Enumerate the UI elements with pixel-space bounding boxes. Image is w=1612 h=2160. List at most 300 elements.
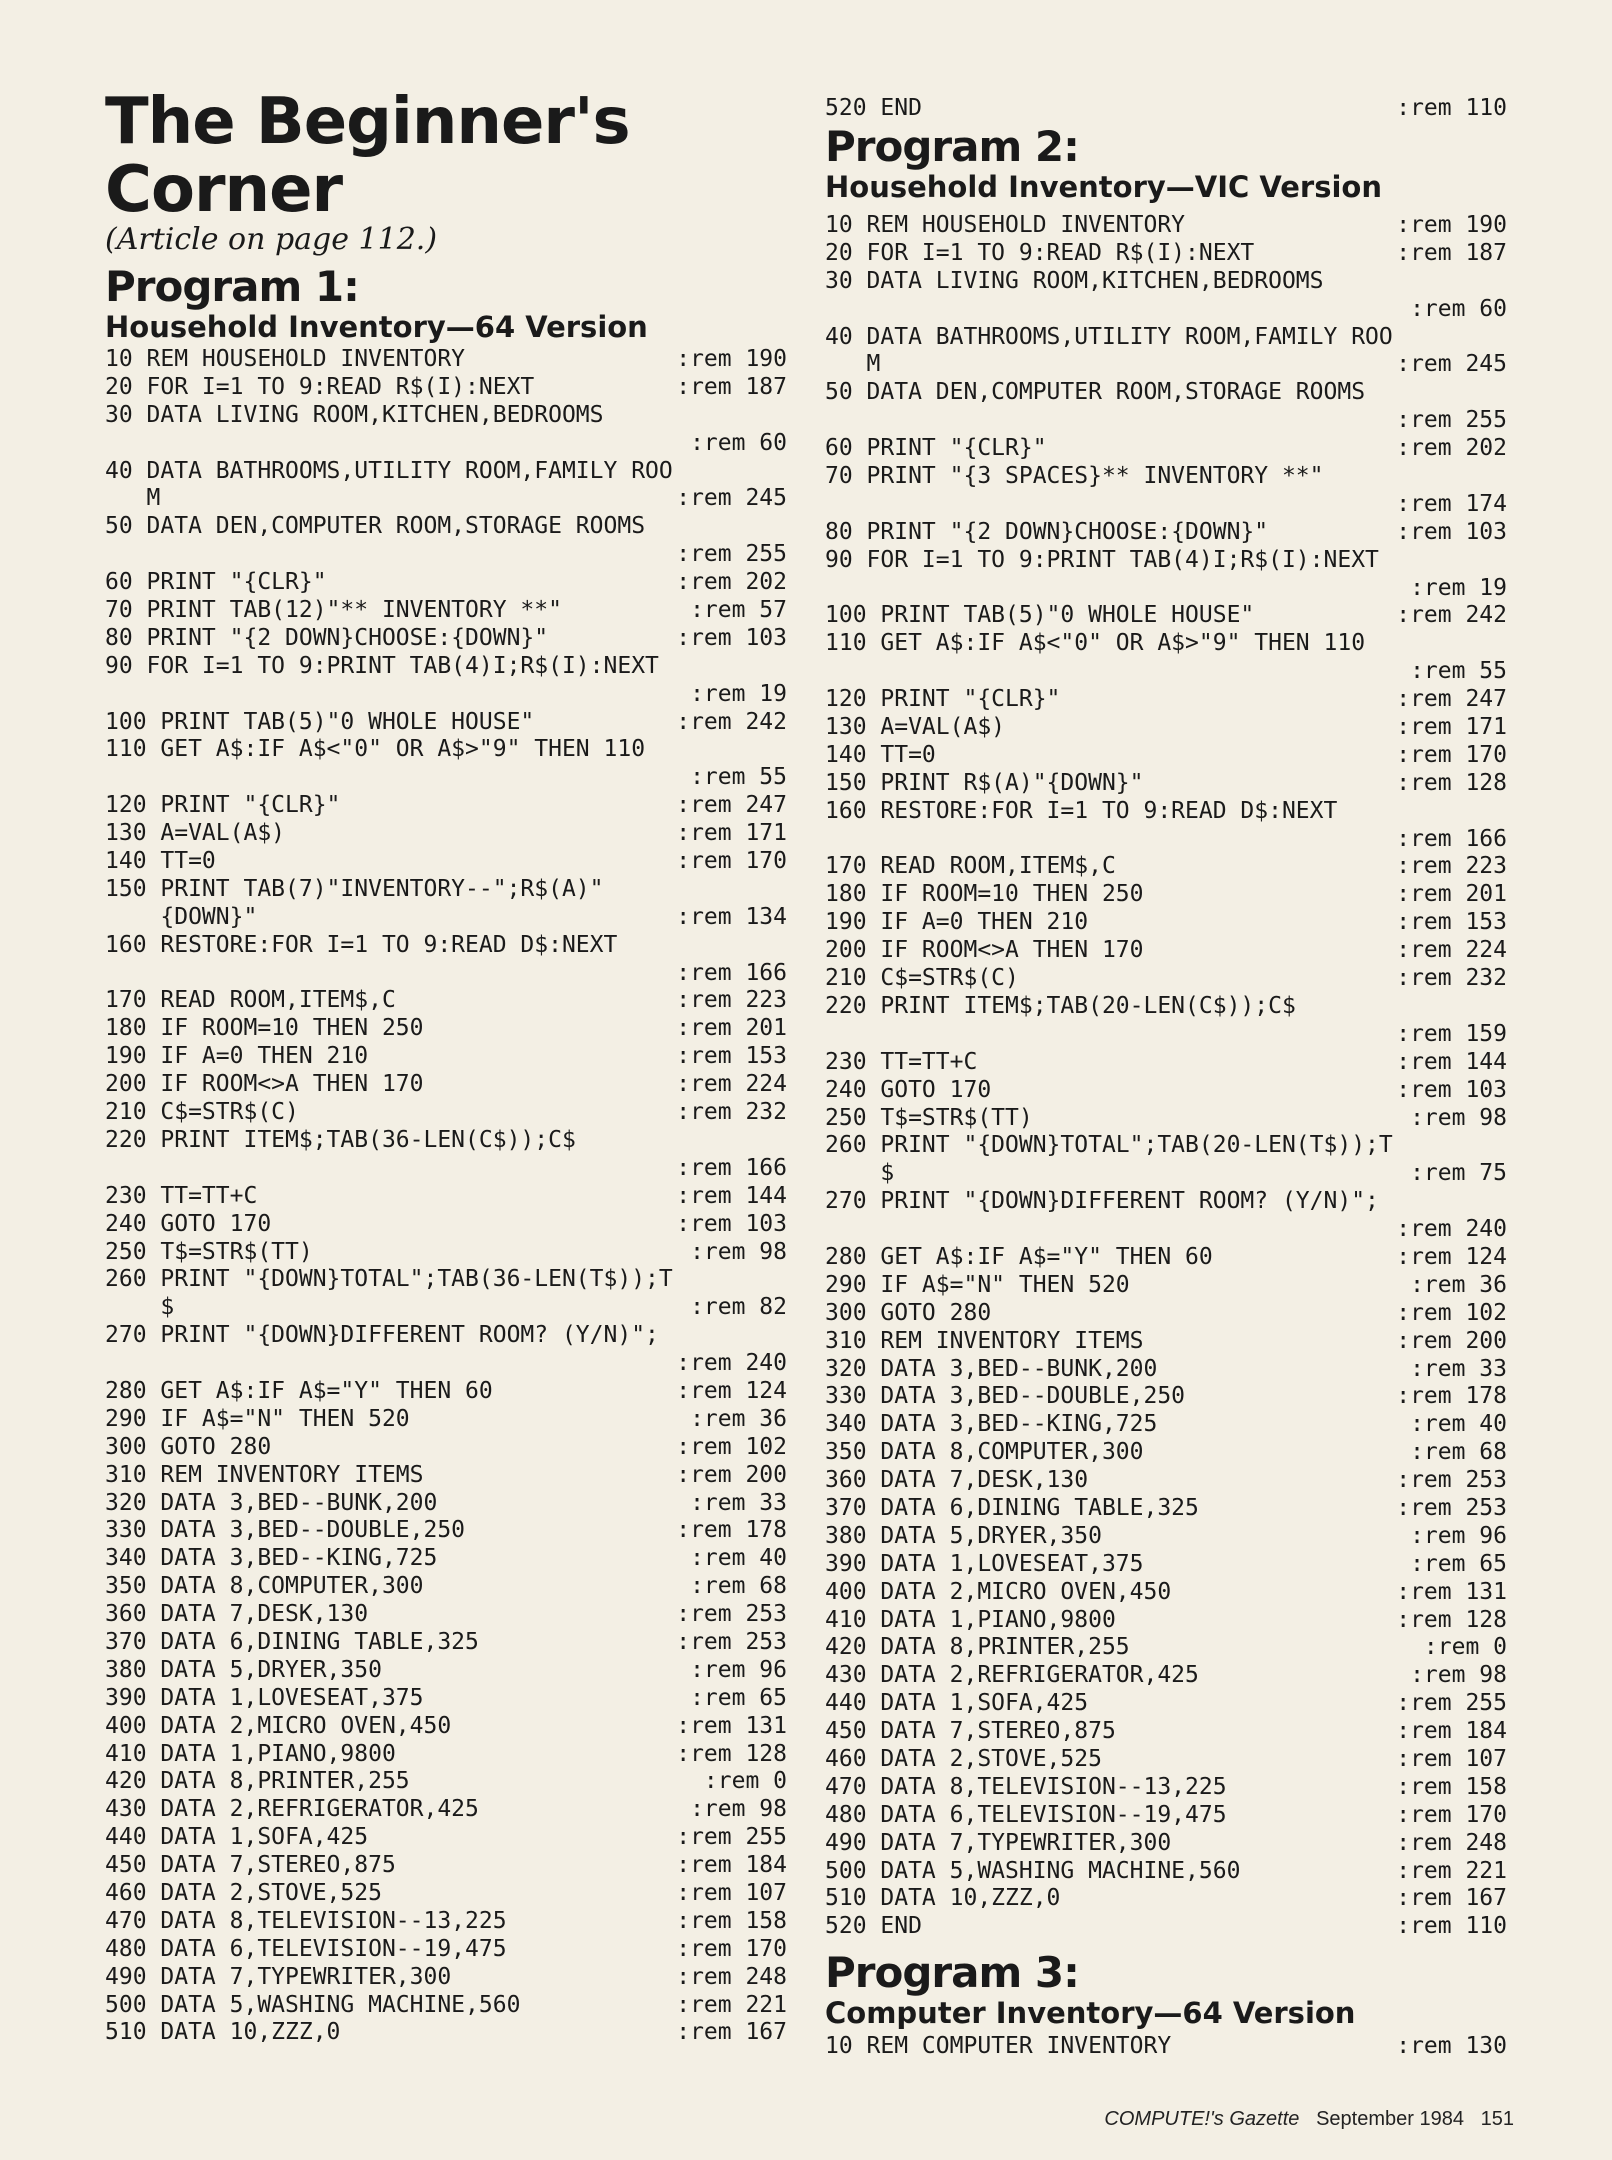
code-line [825,1160,1515,1188]
checksum-rem: :rem 144 [1396,1048,1507,1075]
code-line [825,519,1515,547]
code-line [105,541,795,569]
checksum-rem: :rem 82 [690,1294,787,1321]
checksum-rem: :rem 245 [676,485,787,512]
checksum-rem: :rem 166 [676,1154,787,1181]
code-line [105,1406,795,1434]
code-statement: 490 DATA 7,TYPEWRITER,300 [825,1829,1172,1856]
code-line [105,1099,795,1127]
article-title-line-2: Corner [105,153,343,227]
checksum-rem: :rem 103 [1396,1076,1507,1103]
checksum-rem: :rem 248 [1396,1829,1507,1856]
code-line [825,379,1515,407]
code-statement: 330 DATA 3,BED--DOUBLE,250 [105,1517,466,1544]
program-1-subheading: Household Inventory—64 Version [105,310,648,344]
code-statement: 110 GET A$:IF A$<"0" OR A$>"9" THEN 110 [105,736,646,763]
code-line [105,1183,795,1211]
checksum-rem: :rem 200 [676,1461,787,1488]
code-statement: 90 FOR I=1 TO 9:PRINT TAB(4)I;R$(I):NEXT [105,652,659,679]
code-line [105,1378,795,1406]
checksum-rem: :rem 134 [676,903,787,930]
checksum-rem: :rem 255 [676,1824,787,1851]
checksum-rem: :rem 131 [676,1712,787,1739]
code-line [825,212,1515,240]
checksum-rem: :rem 240 [676,1350,787,1377]
code-statement: 250 T$=STR$(TT) [105,1238,313,1265]
checksum-rem: :rem 202 [1396,435,1507,462]
code-statement: 400 DATA 2,MICRO OVEN,450 [105,1712,452,1739]
checksum-rem: :rem 36 [1410,1271,1507,1298]
code-line [105,1936,795,1964]
checksum-rem: :rem 98 [1410,1104,1507,1131]
checksum-rem: :rem 245 [1396,351,1507,378]
code-line [105,1517,795,1545]
checksum-rem: :rem 253 [676,1601,787,1628]
code-statement: 80 PRINT "{2 DOWN}CHOOSE:{DOWN}" [105,624,549,651]
code-statement: 500 DATA 5,WASHING MACHINE,560 [105,1991,521,2018]
checksum-rem: :rem 124 [676,1377,787,1404]
checksum-rem: :rem 184 [1396,1718,1507,1745]
code-line [105,1880,795,1908]
checksum-rem: :rem 242 [676,708,787,735]
checksum-rem: :rem 57 [690,597,787,624]
checksum-rem: :rem 159 [1396,1020,1507,1047]
code-line [105,1545,795,1573]
code-statement: 10 REM HOUSEHOLD INVENTORY [825,212,1186,238]
checksum-rem: :rem 98 [1410,1662,1507,1689]
code-line [105,1322,795,1350]
code-statement: 70 PRINT TAB(12)"** INVENTORY **" [105,597,562,624]
checksum-rem: :rem 40 [690,1545,787,1572]
code-statement: 470 DATA 8,TELEVISION--13,225 [825,1773,1227,1800]
code-line [825,1272,1515,1300]
code-line [105,1239,795,1267]
code-line [105,904,795,932]
code-statement: 400 DATA 2,MICRO OVEN,450 [825,1578,1172,1605]
checksum-rem: :rem 190 [1396,212,1507,238]
code-line [825,602,1515,630]
checksum-rem: :rem 224 [1396,937,1507,964]
code-statement: 30 DATA LIVING ROOM,KITCHEN,BEDROOMS [105,401,604,428]
code-line [105,1155,795,1183]
code-line [825,1718,1515,1746]
checksum-rem: :rem 128 [1396,1606,1507,1633]
code-line [825,296,1515,324]
code-statement: 110 GET A$:IF A$<"0" OR A$>"9" THEN 110 [825,630,1366,657]
code-statement: 120 PRINT "{CLR}" [825,686,1061,713]
code-line [825,1244,1515,1272]
checksum-rem: :rem 201 [676,1015,787,1042]
code-line [105,1741,795,1769]
code-line [825,658,1515,686]
code-statement: 460 DATA 2,STOVE,525 [105,1879,382,1906]
code-statement: 260 PRINT "{DOWN}TOTAL";TAB(20-LEN(T$));T [825,1132,1393,1159]
code-statement: 440 DATA 1,SOFA,425 [825,1690,1089,1717]
checksum-rem: :rem 253 [1396,1494,1507,1521]
checksum-rem: :rem 174 [1396,490,1507,517]
checksum-rem: :rem 240 [1396,1216,1507,1243]
code-statement: 390 DATA 1,LOVESEAT,375 [105,1684,424,1711]
code-line [825,1439,1515,1467]
checksum-rem: :rem 232 [676,1099,787,1126]
code-statement: $ [825,1160,895,1187]
code-line [105,1768,795,1796]
code-statement: 390 DATA 1,LOVESEAT,375 [825,1550,1144,1577]
code-statement: 460 DATA 2,STOVE,525 [825,1745,1102,1772]
code-statement: 60 PRINT "{CLR}" [825,435,1047,462]
code-statement: 430 DATA 2,REFRIGERATOR,425 [105,1796,479,1823]
code-statement: 380 DATA 5,DRYER,350 [825,1522,1102,1549]
code-statement: 410 DATA 1,PIANO,9800 [825,1606,1116,1633]
code-line [825,351,1515,379]
code-statement: M [105,485,161,512]
code-line [105,764,795,792]
checksum-rem: :rem 75 [1410,1160,1507,1187]
code-statement: 150 PRINT TAB(7)"INVENTORY--";R$(A)" [105,875,604,902]
checksum-rem: :rem 128 [1396,769,1507,796]
code-statement: 350 DATA 8,COMPUTER,300 [825,1439,1144,1466]
code-line [825,1746,1515,1774]
code-line [825,686,1515,714]
code-line [105,709,795,737]
code-statement: 160 RESTORE:FOR I=1 TO 9:READ D$:NEXT [825,797,1338,824]
code-statement: 290 IF A$="N" THEN 520 [105,1405,410,1432]
code-statement: 310 REM INVENTORY ITEMS [825,1327,1144,1354]
footer-issue: September 1984 [1316,2108,1464,2130]
code-line [825,798,1515,826]
checksum-rem: :rem 223 [1396,853,1507,880]
code-statement: 370 DATA 6,DINING TABLE,325 [825,1494,1199,1521]
code-statement: 140 TT=0 [105,848,216,875]
code-statement: 170 READ ROOM,ITEM$,C [105,987,396,1014]
checksum-rem: :rem 55 [690,764,787,791]
code-line [825,1551,1515,1579]
code-statement: 360 DATA 7,DESK,130 [105,1601,369,1628]
code-line [825,1188,1515,1216]
checksum-rem: :rem 60 [1410,295,1507,322]
checksum-rem: :rem 65 [1410,1550,1507,1577]
code-statement: 520 END [825,95,922,121]
code-line [105,1824,795,1852]
code-line [825,407,1515,435]
code-statement: 180 IF ROOM=10 THEN 250 [825,881,1144,908]
checksum-rem: :rem 242 [1396,602,1507,629]
checksum-rem: :rem 190 [676,346,787,372]
code-statement: 200 IF ROOM<>A THEN 170 [105,1071,424,1098]
code-statement: 230 TT=TT+C [825,1048,978,1075]
checksum-rem: :rem 255 [1396,407,1507,434]
code-line [825,1021,1515,1049]
checksum-rem: :rem 201 [1396,881,1507,908]
code-statement: 300 GOTO 280 [825,1299,992,1326]
code-line [825,1523,1515,1551]
code-line [825,742,1515,770]
code-line [825,1662,1515,1690]
code-line [105,2019,795,2047]
code-line [105,485,795,513]
code-line [105,792,795,820]
article-reference: (Article on page 112.) [105,222,438,257]
code-statement: 10 REM HOUSEHOLD INVENTORY [105,346,466,372]
checksum-rem: :rem 158 [676,1907,787,1934]
code-line [105,932,795,960]
program-1-listing [105,346,795,2047]
code-line [105,625,795,653]
code-line [825,463,1515,491]
checksum-rem: :rem 96 [1410,1522,1507,1549]
code-line [825,937,1515,965]
code-line [105,1462,795,1490]
code-line [825,1634,1515,1662]
code-statement: 40 DATA BATHROOMS,UTILITY ROOM,FAMILY ROO [825,323,1393,350]
code-line [825,1607,1515,1635]
code-line [825,1830,1515,1858]
code-line [105,1294,795,1322]
code-statement: 300 GOTO 280 [105,1433,272,1460]
code-statement: 380 DATA 5,DRYER,350 [105,1656,382,1683]
code-line [825,2033,1515,2061]
code-statement: 240 GOTO 170 [105,1210,272,1237]
checksum-rem: :rem 128 [676,1740,787,1767]
checksum-rem: :rem 200 [1396,1327,1507,1354]
checksum-rem: :rem 19 [1410,574,1507,601]
checksum-rem: :rem 124 [1396,1243,1507,1270]
checksum-rem: :rem 178 [676,1517,787,1544]
checksum-rem: :rem 110 [1396,1913,1507,1940]
code-line [825,965,1515,993]
code-statement: {DOWN}" [105,903,258,930]
code-statement: 230 TT=TT+C [105,1182,258,1209]
code-statement: 480 DATA 6,TELEVISION--19,475 [105,1935,507,1962]
checksum-rem: :rem 107 [1396,1745,1507,1772]
code-statement: 320 DATA 3,BED--BUNK,200 [825,1355,1158,1382]
code-statement: 50 DATA DEN,COMPUTER ROOM,STORAGE ROOMS [105,513,646,540]
checksum-rem: :rem 170 [1396,741,1507,768]
code-line [105,1796,795,1824]
code-line [105,1043,795,1071]
code-statement: 250 T$=STR$(TT) [825,1104,1033,1131]
program-1-heading: Program 1: [105,262,359,311]
code-line [105,653,795,681]
checksum-rem: :rem 170 [676,1935,787,1962]
code-line [105,346,795,374]
code-statement: 420 DATA 8,PRINTER,255 [825,1634,1130,1661]
code-statement: 80 PRINT "{2 DOWN}CHOOSE:{DOWN}" [825,518,1269,545]
code-statement: 440 DATA 1,SOFA,425 [105,1824,369,1851]
program-2-listing [825,212,1515,1941]
code-statement: 450 DATA 7,STEREO,875 [105,1852,396,1879]
code-line [105,1657,795,1685]
code-line [825,1579,1515,1607]
checksum-rem: :rem 170 [676,848,787,875]
code-statement: 500 DATA 5,WASHING MACHINE,560 [825,1857,1241,1884]
code-line [105,1908,795,1936]
code-statement: 510 DATA 10,ZZZ,0 [105,2019,341,2046]
code-statement: 420 DATA 8,PRINTER,255 [105,1768,410,1795]
code-line [105,1629,795,1657]
program-3-heading: Program 3: [825,1948,1079,1997]
code-line [105,681,795,709]
checksum-rem: :rem 36 [690,1405,787,1432]
checksum-rem: :rem 178 [1396,1383,1507,1410]
checksum-rem: :rem 96 [690,1656,787,1683]
checksum-rem: :rem 68 [1410,1439,1507,1466]
checksum-rem: :rem 144 [676,1182,787,1209]
code-statement: 70 PRINT "{3 SPACES}** INVENTORY **" [825,463,1324,490]
checksum-rem: :rem 255 [1396,1690,1507,1717]
code-line [825,1300,1515,1328]
code-statement: 160 RESTORE:FOR I=1 TO 9:READ D$:NEXT [105,931,618,958]
code-line [105,820,795,848]
code-statement: 520 END [825,1913,922,1940]
code-line [825,1774,1515,1802]
code-line [105,736,795,764]
code-line [825,1885,1515,1913]
code-line [825,491,1515,519]
checksum-rem: :rem 167 [1396,1885,1507,1912]
checksum-rem: :rem 68 [690,1573,787,1600]
code-statement: 450 DATA 7,STEREO,875 [825,1718,1116,1745]
code-line [825,1913,1515,1941]
code-line [825,95,1515,123]
code-line [105,1266,795,1294]
code-line [105,1992,795,2020]
checksum-rem: :rem 170 [1396,1801,1507,1828]
code-statement: 470 DATA 8,TELEVISION--13,225 [105,1907,507,1934]
code-statement: 330 DATA 3,BED--DOUBLE,250 [825,1383,1186,1410]
code-statement: 210 C$=STR$(C) [825,965,1019,992]
code-statement: 20 FOR I=1 TO 9:READ R$(I):NEXT [825,239,1255,266]
program-2-heading: Program 2: [825,122,1079,171]
code-statement: 120 PRINT "{CLR}" [105,792,341,819]
page-footer [1104,2108,1514,2131]
code-line [825,1495,1515,1523]
code-statement: 220 PRINT ITEM$;TAB(20-LEN(C$));C$ [825,992,1296,1019]
checksum-rem: :rem 224 [676,1071,787,1098]
checksum-rem: :rem 0 [703,1768,787,1795]
code-line [105,1211,795,1239]
footer-magazine: COMPUTE!'s Gazette [1104,2108,1300,2130]
code-statement: 100 PRINT TAB(5)"0 WHOLE HOUSE" [825,602,1255,629]
checksum-rem: :rem 166 [1396,825,1507,852]
code-statement: 280 GET A$:IF A$="Y" THEN 60 [105,1377,493,1404]
program-3-listing [825,2033,1515,2061]
code-statement: 490 DATA 7,TYPEWRITER,300 [105,1963,452,1990]
checksum-rem: :rem 167 [676,2019,787,2046]
code-line [825,547,1515,575]
checksum-rem: :rem 232 [1396,965,1507,992]
code-statement: 40 DATA BATHROOMS,UTILITY ROOM,FAMILY ROO [105,457,673,484]
code-line [105,1573,795,1601]
checksum-rem: :rem 107 [676,1879,787,1906]
article-title-line-1: The Beginner's [105,85,630,159]
code-statement: 290 IF A$="N" THEN 520 [825,1271,1130,1298]
code-line [105,1434,795,1462]
code-line [825,324,1515,352]
checksum-rem: :rem 184 [676,1852,787,1879]
code-statement: 210 C$=STR$(C) [105,1099,299,1126]
code-line [105,1852,795,1880]
code-line [825,881,1515,909]
checksum-rem: :rem 247 [1396,686,1507,713]
code-statement: 370 DATA 6,DINING TABLE,325 [105,1628,479,1655]
checksum-rem: :rem 253 [1396,1467,1507,1494]
checksum-rem: :rem 223 [676,987,787,1014]
code-line [825,1132,1515,1160]
checksum-rem: :rem 102 [676,1433,787,1460]
checksum-rem: :rem 202 [676,569,787,596]
code-statement: 430 DATA 2,REFRIGERATOR,425 [825,1662,1199,1689]
code-line [105,1071,795,1099]
checksum-rem: :rem 253 [676,1628,787,1655]
code-statement: 310 REM INVENTORY ITEMS [105,1461,424,1488]
code-line [105,987,795,1015]
checksum-rem: :rem 153 [676,1043,787,1070]
code-line [825,993,1515,1021]
checksum-rem: :rem 221 [1396,1857,1507,1884]
code-statement: 340 DATA 3,BED--KING,725 [105,1545,438,1572]
code-statement: 20 FOR I=1 TO 9:READ R$(I):NEXT [105,373,535,400]
code-line [825,1356,1515,1384]
code-statement: 480 DATA 6,TELEVISION--19,475 [825,1801,1227,1828]
code-line [825,909,1515,937]
checksum-rem: :rem 103 [676,624,787,651]
code-line [825,240,1515,268]
checksum-rem: :rem 255 [676,541,787,568]
code-line [105,597,795,625]
code-statement: 140 TT=0 [825,741,936,768]
code-statement: 170 READ ROOM,ITEM$,C [825,853,1116,880]
code-statement: 360 DATA 7,DESK,130 [825,1467,1089,1494]
code-line [105,1964,795,1992]
code-statement: 130 A=VAL(A$) [825,714,1006,741]
checksum-rem: :rem 33 [690,1489,787,1516]
code-line [825,1049,1515,1077]
code-statement: 50 DATA DEN,COMPUTER ROOM,STORAGE ROOMS [825,379,1366,406]
checksum-rem: :rem 166 [676,959,787,986]
code-statement: $ [105,1294,175,1321]
code-line [105,513,795,541]
code-statement: 260 PRINT "{DOWN}TOTAL";TAB(36-LEN(T$));T [105,1266,673,1293]
checksum-rem: :rem 103 [676,1210,787,1237]
code-statement: 270 PRINT "{DOWN}DIFFERENT ROOM? (Y/N)"; [825,1188,1379,1215]
code-line [825,268,1515,296]
code-line [825,1328,1515,1356]
code-statement: 190 IF A=0 THEN 210 [105,1043,369,1070]
code-line [105,1127,795,1155]
code-line [105,402,795,430]
code-statement: 30 DATA LIVING ROOM,KITCHEN,BEDROOMS [825,267,1324,294]
article-title [105,85,630,227]
code-line [105,458,795,486]
code-statement: 130 A=VAL(A$) [105,820,286,847]
code-line [825,1383,1515,1411]
checksum-rem: :rem 187 [676,373,787,400]
code-line [105,1685,795,1713]
checksum-rem: :rem 131 [1396,1578,1507,1605]
code-line [825,575,1515,603]
code-statement: 150 PRINT R$(A)"{DOWN}" [825,769,1144,796]
code-statement: 60 PRINT "{CLR}" [105,569,327,596]
checksum-rem: :rem 0 [1423,1634,1507,1661]
code-line [825,1411,1515,1439]
checksum-rem: :rem 221 [676,1991,787,2018]
code-statement: 270 PRINT "{DOWN}DIFFERENT ROOM? (Y/N)"; [105,1322,659,1349]
checksum-rem: :rem 65 [690,1684,787,1711]
checksum-rem: :rem 171 [1396,714,1507,741]
code-line [105,1015,795,1043]
code-line [105,1713,795,1741]
